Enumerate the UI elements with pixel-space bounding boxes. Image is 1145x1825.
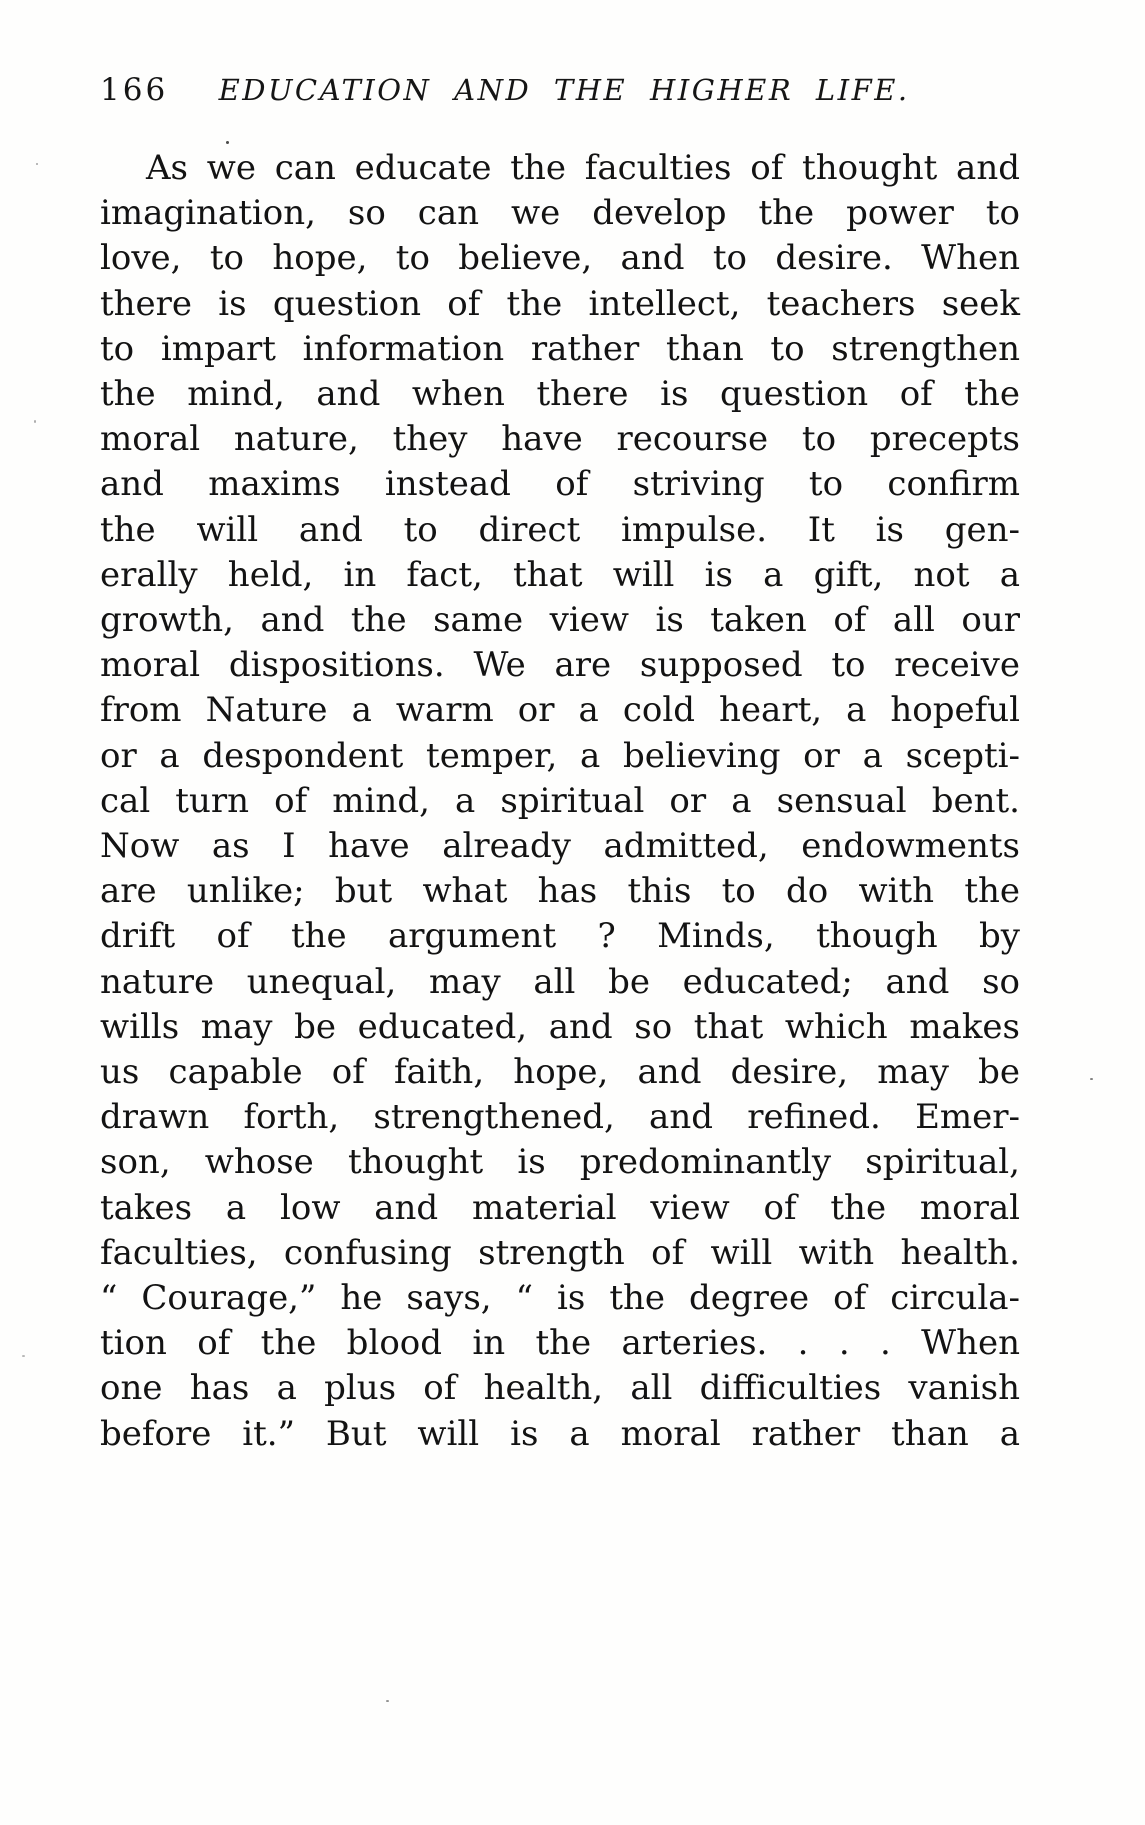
scan-speck	[22, 1355, 25, 1357]
text-line: erally held, in fact, that will is a gift, not a	[100, 554, 1020, 595]
scan-speck	[226, 141, 229, 144]
running-head-title: EDUCATION AND THE HIGHER LIFE.	[218, 73, 910, 107]
text-line: the will and to direct impulse. It is gen-	[100, 509, 1020, 550]
text-line: us capable of faith, hope, and desire, may be	[100, 1052, 1020, 1093]
text-line: moral nature, they have recourse to precepts	[100, 419, 1020, 460]
text-line: and maxims instead of striving to confirm	[100, 464, 1020, 505]
scan-speck	[36, 163, 38, 165]
text-line: tion of the blood in the arteries. . . . When	[100, 1323, 1020, 1364]
text-line: before it.” But will is a moral rather than a	[100, 1413, 1020, 1454]
page-number: 166	[100, 72, 169, 108]
text-line: love, to hope, to believe, and to desire. When	[100, 238, 1020, 279]
scan-speck	[1090, 1078, 1093, 1080]
text-line: the mind, and when there is question of the	[100, 374, 1020, 415]
text-line: imagination, so can we develop the power to	[100, 193, 1020, 234]
scan-speck	[34, 420, 36, 423]
text-line: takes a low and material view of the moral	[100, 1187, 1020, 1228]
text-line: Now as I have already admitted, endowments	[100, 826, 1020, 867]
text-line: growth, and the same view is taken of all our	[100, 600, 1020, 641]
text-line: nature unequal, may all be educated; and so	[100, 961, 1020, 1002]
text-line: are unlike; but what has this to do with the	[100, 871, 1020, 912]
text-line: “ Courage,” he says, “ is the degree of circula-	[100, 1278, 1020, 1319]
text-line: to impart information rather than to strengthen	[100, 328, 1020, 369]
text-line: As we can educate the faculties of thought and	[146, 148, 1020, 188]
text-line: cal turn of mind, a spiritual or a sensual bent.	[100, 780, 1020, 821]
scan-speck	[386, 1700, 389, 1702]
text-line: moral dispositions. We are supposed to receive	[100, 645, 1020, 686]
text-line: faculties, confusing strength of will with health.	[100, 1232, 1020, 1273]
text-line: wills may be educated, and so that which makes	[100, 1006, 1020, 1047]
text-line: there is question of the intellect, teachers seek	[100, 283, 1020, 324]
text-line: from Nature a warm or a cold heart, a hopeful	[100, 690, 1020, 731]
text-line: son, whose thought is predominantly spiritual,	[100, 1142, 1020, 1183]
body-text	[100, 146, 1020, 1457]
text-line: or a despondent temper, a believing or a scepti-	[100, 735, 1020, 776]
page-header	[100, 72, 1020, 108]
text-line: drawn forth, strengthened, and refined. Emer-	[100, 1097, 1020, 1138]
text-line: drift of the argument ? Minds, though by	[100, 916, 1020, 957]
text-line: one has a plus of health, all difficulties vanish	[100, 1368, 1020, 1409]
